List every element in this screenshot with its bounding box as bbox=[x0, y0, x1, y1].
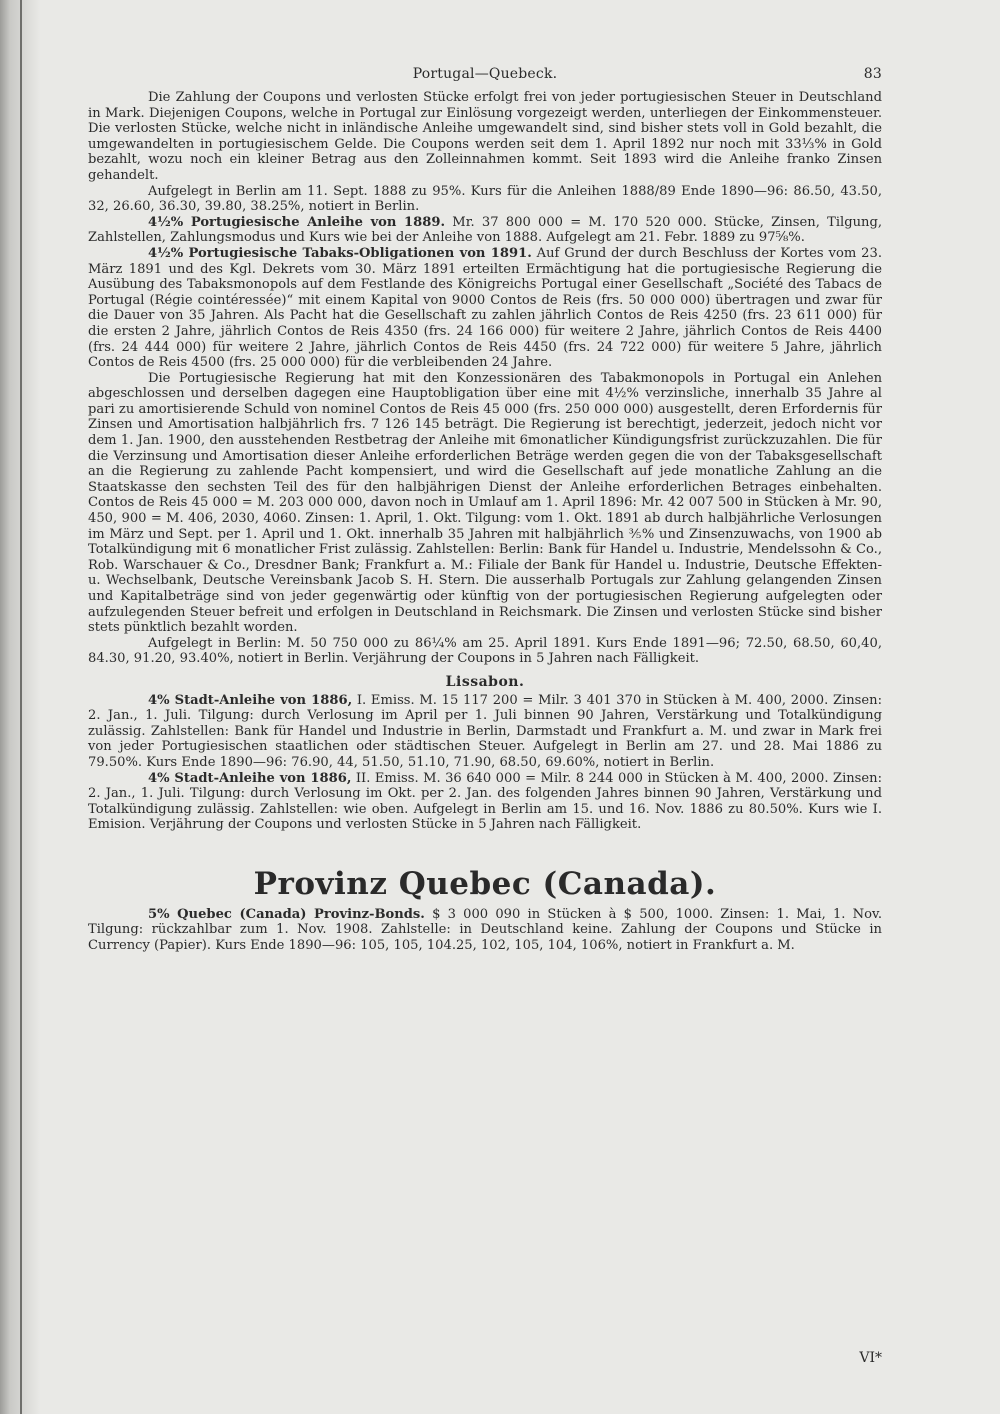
paragraph-lissabon-2 bbox=[88, 771, 882, 833]
paragraph-tabaks-1891 bbox=[88, 246, 882, 371]
signature-mark: VI* bbox=[859, 1350, 882, 1366]
lissabon-1-heading: 4% Stadt-Anleihe von 1886, bbox=[148, 692, 353, 708]
lissabon-2-heading: 4% Stadt-Anleihe von 1886, bbox=[148, 770, 352, 786]
tabaks-1891-text: Auf Grund der durch Beschluss der Kortes vom 23. März 1891 und des Kgl. Dekrets vom 30. März 1891 erteilten Ermächtigung hat die portugiesische Regierung die Ausübung des Tabaksmonopols auf dem Festlande des Königreichs Portugal einer Gesellschaft „Société des Tabacs de Portugal (Régie cointéressée)“ mit einem Kapital von 9000 Contos de Reis (frs. 50 000 000) übertragen und zwar für die Dauer von 35 Jahren. Als Pacht hat die Gesellschaft zu zahlen jährlich Contos de Reis 4250 (frs. 23 611 000) für die ersten 2 Jahre, jährlich Contos de Reis 4350 (frs. 24 166 000) für weitere 2 Jahre, jährlich Contos de Reis 4400 (frs. 24 444 000) für weitere 2 Jahre, jährlich Contos de Reis 4450 (frs. 24 722 000) für weitere 5 Jahre, jährlich Contos de Reis 4500 (frs. 25 000 000) für die verbleibenden 24 Jahre. bbox=[88, 245, 882, 371]
anleihe-1889-heading: 4½% Portugiesische Anleihe von 1889. bbox=[148, 214, 446, 230]
tabaks-1891-heading: 4½% Portugiesische Tabaks-Obligationen von 1891. bbox=[148, 245, 532, 261]
paragraph-quebec bbox=[88, 907, 882, 954]
quebec-title: Provinz Quebec (Canada). bbox=[253, 865, 717, 902]
quebec-bonds-text: $ 3 000 090 in Stücken à $ 500, 1000. Zinsen: 1. Mai, 1. Nov. Tilgung: rückzahlbar zum 1. Nov. 1908. Zahlstelle: in Deutschland keine. Zahlung der Coupons und Stücke in Currency (Papier). Kurs Ende 1890—96: 105, 105, 104.25, 102, 105, 104, 106%, notiert in Frankfurt a. M. bbox=[88, 906, 882, 953]
binding-line bbox=[20, 0, 22, 1414]
lissabon-1-text: I. Emiss. M. 15 117 200 = Milr. 3 401 370 in Stücken à M. 400, 2000. Zinsen: 2. Jan., 1. Juli. Tilgung: durch Verlosung im April per 1. Juli binnen 90 Jahren, Verstärkung und Totalkündigung zulässig. Zahlstellen: Bank für Handel und Industrie in Berlin, Darmstadt und Frankfurt a. M. und zwar in Mark frei von jeder Portugiesischen staatlichen oder städtischen Steuer. Aufgelegt in Berlin am 27. und 28. Mai 1886 zu 79.50%. Kurs Ende 1890—96: 76.90, 44, 51.50, 51.10, 71.90, 68.50, 69.60%, notiert in Berlin. bbox=[88, 692, 882, 770]
paragraph-aufgelegt-1891: Aufgelegt in Berlin: M. 50 750 000 zu 86¼% am 25. April 1891. Kurs Ende 1891—96; 72.50, 68.50, 60,40, 84.30, 91.20, 93.40%, notiert in Berlin. Verjährung der Coupons in 5 Jahren nach Fälligkeit. bbox=[88, 635, 882, 667]
lissabon-2-text: II. Emiss. M. 36 640 000 = Milr. 8 244 000 in Stücken à M. 400, 2000. Zinsen: 2. Jan., 1. Juli. Tilgung: durch Verlosung im Okt. per 2. Jan. des folgenden Jahres binnen 90 Jahren, Verstärkung und Totalkündigung zulässig. Zahlstellen: wie oben. Aufgelegt in Berlin am 15. und 16. Nov. 1886 zu 80.50%. Kurs wie I. Emision. Verjährung der Coupons und verlosten Stücke in 5 Jahren nach Fälligkeit. bbox=[88, 770, 882, 833]
anleihe-1889-text: Mr. 37 800 000 = M. 170 520 000. Stücke, Zinsen, Tilgung, Zahlstellen, Zahlungsmodus und Kurs wie bei der Anleihe von 1888. Aufgelegt am 21. Febr. 1889 zu 97⅝%. bbox=[88, 214, 882, 246]
paragraph-aufgelegt-1888: Aufgelegt in Berlin am 11. Sept. 1888 zu 95%. Kurs für die Anleihen 1888/89 Ende 1890—96: 86.50, 43.50, 32, 26.60, 36.30, 39.80, 38.25%, notiert in Berlin. bbox=[88, 183, 882, 215]
running-title: Portugal—Quebeck. bbox=[412, 66, 558, 82]
running-header bbox=[88, 60, 882, 88]
paragraph-lissabon-1 bbox=[88, 693, 882, 771]
paragraph-regierung: Die Portugiesische Regierung hat mit den Konzessionären des Tabakmonopols in Portugal ein Anlehen abgeschlossen und derselben dagegen eine Hauptobligation über eine mit 4½% verzinsliche, innerhalb 35 Jahre al pari zu amortisierende Schuld von nominel Contos de Reis 45 000 (frs. 250 000 000) ausgestellt, deren Erfordernis für Zinsen und Amortisation halbjährlich frs. 7 126 145 beträgt. Die Regierung ist berechtigt, jederzeit, jedoch nicht vor dem 1. Jan. 1900, den ausstehenden Restbetrag der Anleihe mit 6monatlicher Kündigungsfrist zurückzuzahlen. Die für die Verzinsung und Amortisation dieser Anleihe erforderlichen Beträge werden gegen die von der Tabaksgesellschaft an die Regierung zu zahlende Pacht kompensiert, und wird die Gesellschaft auf jede monatliche Zahlung an die Staatskasse den sechsten Teil des für den halbjährigen Dienst der Anleihe erforderlichen Betrages einbehalten. Contos de Reis 45 000 = M. 203 000 000, davon noch in Umlauf am 1. April 1896: Mr. 42 007 500 in Stücken à Mr. 90, 450, 900 = M. 406, 2030, 4060. Zinsen: 1. April, 1. Okt. Tilgung: vom 1. Okt. 1891 ab durch halbjährliche Verlosungen im März und Sept. per 1. April und 1. Okt. innerhalb 35 Jahren mit halbjährlich ⅗% und Zinsenzuwachs, von 1900 ab Totalkündigung mit 6 monatlicher Frist zulässig. Zahlstellen: Berlin: Bank für Handel u. Industrie, Mendelssohn & Co., Rob. Warschauer & Co., Dresdner Bank; Frankfurt a. M.: Filiale der Bank für Handel u. Industrie, Deutsche Effekten- u. Wechselbank, Deutsche Vereinsbank Jacob S. H. Stern. Die ausserhalb Portugals zur Zahlung gelangenden Zinsen und Kapitalbeträge sind von jeder gegenwärtig oder künftig von der portugiesischen Regierung aufgelegten oder aufzulegenden Steuer befreit und erfolgen in Deutschland in Reichsmark. Die Zinsen und verlosten Stücke sind bisher stets pünktlich bezahlt worden. bbox=[88, 370, 882, 636]
lissabon-heading: Lissabon. bbox=[445, 673, 525, 690]
page-number: 83 bbox=[863, 66, 882, 82]
paragraph-anleihe-1889 bbox=[88, 215, 882, 246]
paragraph-coupons: Die Zahlung der Coupons und verlosten Stücke erfolgt frei von jeder portugiesischen Steuer in Deutschland in Mark. Diejenigen Coupons, welche in Portugal zur Einlösung vorgezeigt werden, unterliegen der Einkommensteuer. Die verlosten Stücke, welche nicht in inländische Anleihe umgewandelt sind, sind bisher stets voll in Gold bezahlt, die umgewandelten in portugiesischem Gelde. Die Coupons werden seit dem 1. April 1892 nur noch mit 33⅓% in Gold bezahlt, wozu noch ein kleiner Betrag aus den Zolleinnahmen kommt. Seit 1893 wird die Anleihe franko Zinsen gehandelt. bbox=[88, 90, 882, 183]
page bbox=[88, 60, 882, 953]
quebec-bonds-heading: 5% Quebec (Canada) Provinz-Bonds. bbox=[148, 906, 425, 922]
portugal-section bbox=[88, 90, 882, 953]
